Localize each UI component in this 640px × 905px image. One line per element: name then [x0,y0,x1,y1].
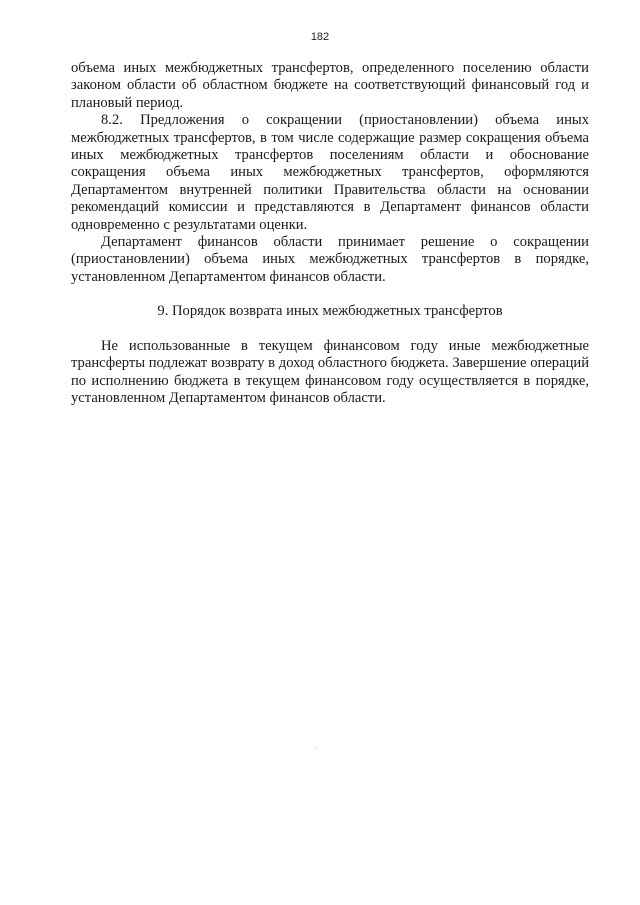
paragraph-return: Не использованные в текущем финансовом году иные межбюджетные трансферты подлежат возврату в доход областного бюджета. Завершение операций по исполнению бюджета в текущем финансовом году осуществляется в порядке, установленном Департаментом финансов области. [71,337,589,406]
document-body [71,60,589,407]
paragraph-continuation: объема иных межбюджетных трансфертов, определенного поселению области законом области об областном бюджете на соответствующий финансовый год и плановый период. [71,60,589,111]
section-heading: 9. Порядок возврата иных межбюджетных трансфертов [157,303,503,320]
paragraph-8-2: 8.2. Предложения о сокращении (приостановлении) объема иных межбюджетных трансфертов, в том числе содержащие размер сокращения объема иных межбюджетных трансфертов поселениям области и обоснование сокращения объема иных межбюджетных трансфертов, оформляются Департаментом внутренней политики Правительства области на основании рекомендаций комиссии и представляются в Департамент финансов области одновременно с результатами оценки. [71,112,589,233]
paragraph-decision: Департамент финансов области принимает решение о сокращении (приостановлении) объема иных межбюджетных трансфертов в порядке, установленном Департаментом финансов области. [71,234,589,285]
scan-artifact [316,748,317,749]
page-number: 182 [310,31,330,43]
